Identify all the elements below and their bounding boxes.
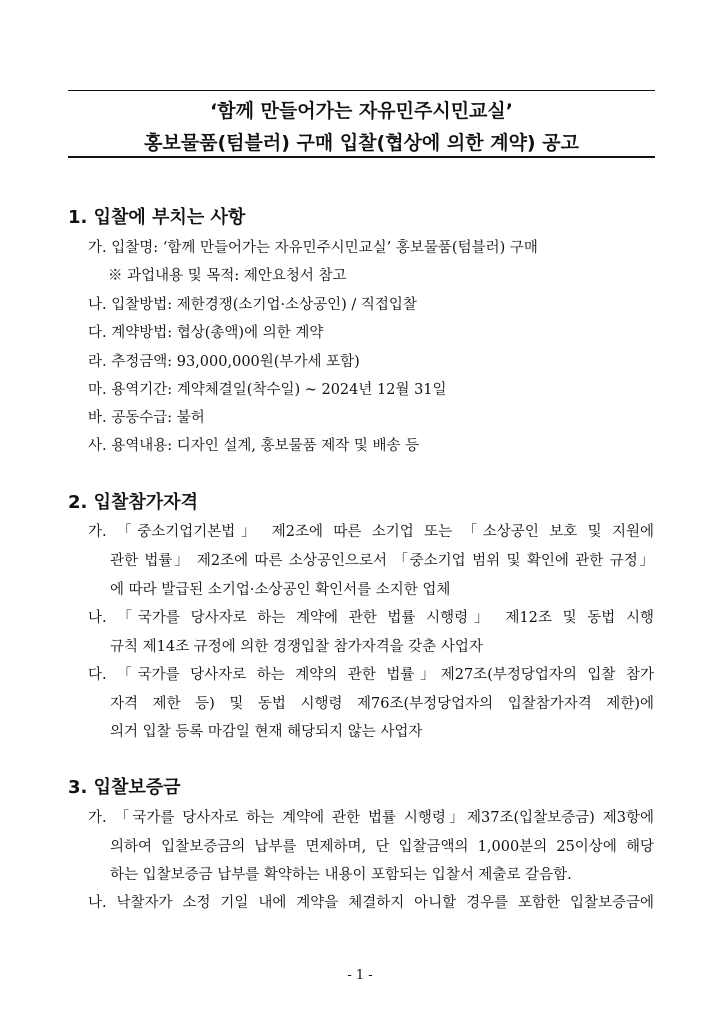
page-number: - 1 - <box>347 968 373 983</box>
list-item: 가. 「중소기업기본법」 제2조에 따른 소기업 또는 「소상공인 보호 및 지원에 <box>88 524 654 540</box>
section-heading-eligibility: 2. 입찰참가자격 <box>68 492 198 513</box>
list-item-continuation: 하는 입찰보증금 납부를 확약하는 내용이 포함되는 입찰서 제출로 갈음함. <box>110 867 572 883</box>
list-item-continuation: 자격 제한 등) 및 동법 시행령 제76조(부정당업자의 입찰참가자격 제한)에 <box>110 696 654 712</box>
list-item: 바. 공동수급: 불허 <box>88 410 205 426</box>
page-title-line1: ‘함께 만들어가는 자유민주시민교실’ <box>210 100 513 122</box>
list-item: 사. 용역내용: 디자인 설계, 홍보물품 제작 및 배송 등 <box>88 438 420 454</box>
list-item-continuation: 규칙 제14조 규정에 의한 경쟁입찰 참가자격을 갖춘 사업자 <box>110 639 483 655</box>
list-item-continuation: 관한 법률」 제2조에 따른 소상공인으로서 「중소기업 범위 및 확인에 관한 규정」 <box>110 553 654 569</box>
list-item: 나. 입찰방법: 제한경쟁(소기업·소상공인) / 직접입찰 <box>88 297 417 313</box>
section-heading-bid-deposit: 3. 입찰보증금 <box>68 777 181 798</box>
list-item: 나. 「국가를 당사자로 하는 계약에 관한 법률 시행령」 제12조 및 동법 시행 <box>88 610 654 626</box>
list-item-continuation: 의하여 입찰보증금의 납부를 면제하며, 단 입찰금액의 1,000분의 25이상에 해당 <box>110 839 654 855</box>
list-item-continuation: 의거 입찰 등록 마감일 현재 해당되지 않는 사업자 <box>110 724 423 740</box>
list-item: 가. 입찰명: ‘함께 만들어가는 자유민주시민교실’ 홍보물품(텀블러) 구매 <box>88 240 538 256</box>
list-item-continuation: 에 따라 발급된 소기업·소상공인 확인서를 소지한 업체 <box>110 582 451 598</box>
list-item: 다. 계약방법: 협상(총액)에 의한 계약 <box>88 325 324 341</box>
section-heading-bid-items: 1. 입찰에 부치는 사항 <box>68 207 246 228</box>
list-item: 다. 「국가를 당사자로 하는 계약의 관한 법률」제27조(부정당업자의 입찰 참가 <box>88 667 654 683</box>
page-title-line2: 홍보물품(텀블러) 구매 입찰(협상에 의한 계약) 공고 <box>144 132 579 154</box>
top-rule <box>68 90 655 91</box>
list-item: 라. 추정금액: 93,000,000원(부가세 포함) <box>88 354 360 370</box>
list-item-note: ※ 과업내용 및 목적: 제안요청서 참고 <box>108 268 347 284</box>
list-item: 가. 「국가를 당사자로 하는 계약에 관한 법률 시행령」제37조(입찰보증금) 제3항에 <box>88 810 654 826</box>
title-underline <box>68 156 655 158</box>
list-item: 나. 낙찰자가 소정 기일 내에 계약을 체결하지 아니할 경우를 포함한 입찰보증금에 <box>88 895 654 911</box>
list-item: 마. 용역기간: 계약체결일(착수일) ~ 2024년 12월 31일 <box>88 382 447 398</box>
